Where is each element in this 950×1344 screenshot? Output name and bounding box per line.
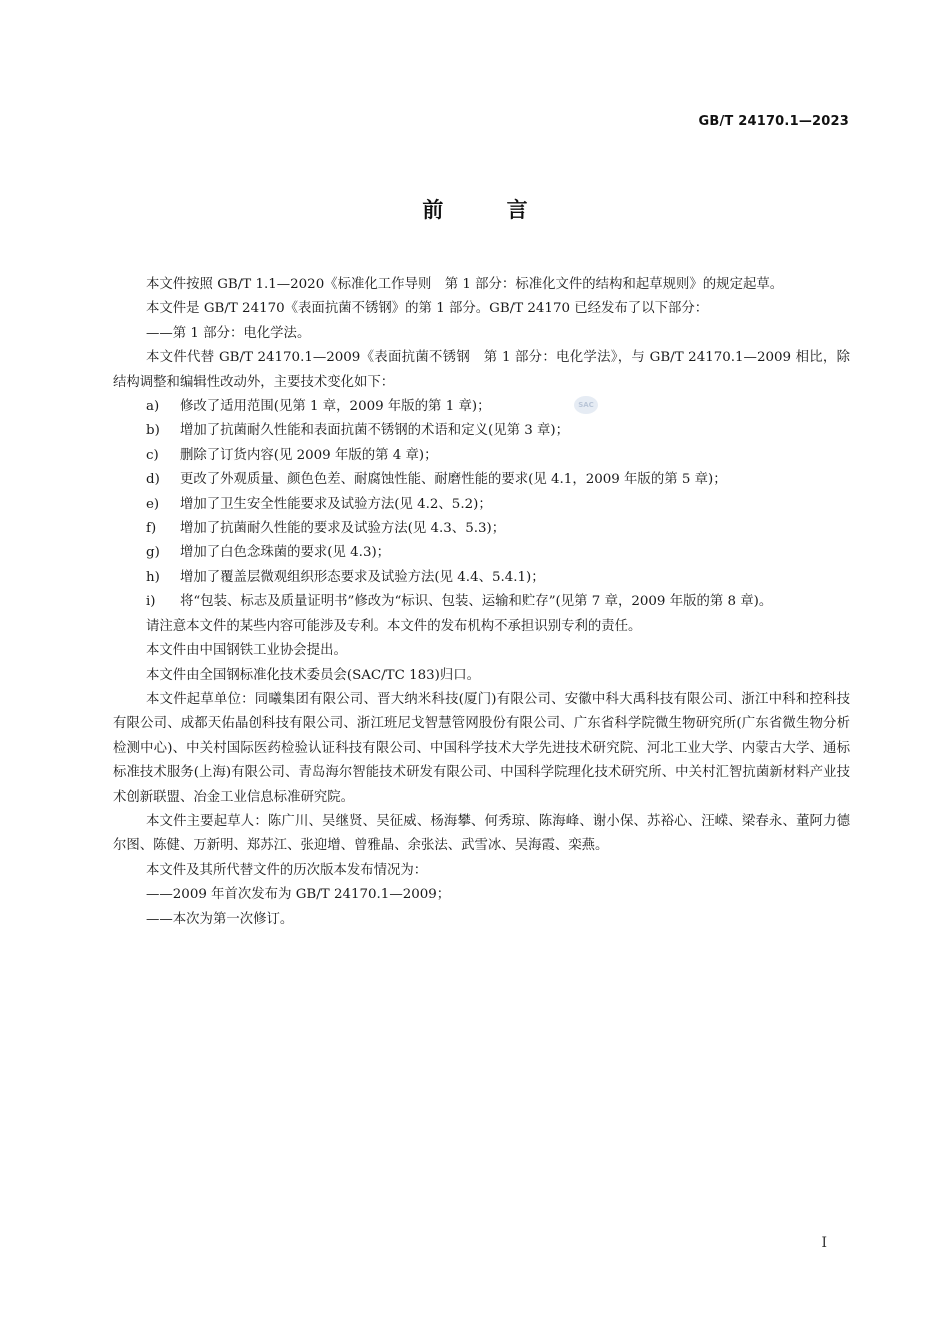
change-text: 删除了订货内容(见 2009 年版的第 4 章)； xyxy=(180,447,438,463)
change-label: a) xyxy=(146,399,160,415)
change-label: h) xyxy=(146,569,160,585)
change-text: 增加了抗菌耐久性能的要求及试验方法(见 4.3、5.3)； xyxy=(180,521,506,537)
change-text: 增加了覆盖层微观组织形态要求及试验方法(见 4.4、5.4.1)； xyxy=(180,569,545,585)
change-item xyxy=(113,566,850,590)
change-item xyxy=(113,541,850,565)
change-item xyxy=(113,493,850,517)
standard-code: GB/T 24170.1—2023 xyxy=(698,114,849,129)
change-text: 增加了白色念珠菌的要求(见 4.3)； xyxy=(180,545,391,561)
change-label: c) xyxy=(146,447,159,463)
change-item xyxy=(113,517,850,541)
sac-watermark-logo: SAC xyxy=(574,396,598,414)
change-label: d) xyxy=(146,472,160,488)
change-label: b) xyxy=(146,423,160,439)
part-list-item: ——第 1 部分：电化学法。 xyxy=(146,325,311,341)
change-label: f) xyxy=(146,521,157,537)
change-item xyxy=(113,590,850,614)
foreword-body xyxy=(113,273,850,932)
paragraph-drafting-rules: 本文件按照 GB/T 1.1—2020《标准化工作导则 第 1 部分：标准化文件的结构和起草规则》的规定起草。 xyxy=(146,277,784,292)
paragraph-replacement: 本文件代替 GB/T 24170.1—2009《表面抗菌不锈钢 第 1 部分：电化学法》，与 GB/T 24170.1—2009 相比，除结构调整和编辑性改动外，主要技术变化如下： xyxy=(113,350,850,390)
page-number: I xyxy=(821,1235,827,1251)
change-text: 更改了外观质量、颜色色差、耐腐蚀性能、耐磨性能的要求(见 4.1，2009 年版的第 5 章)； xyxy=(180,472,727,488)
history-item: ——2009 年首次发布为 GB/T 24170.1—2009； xyxy=(146,887,451,903)
change-item xyxy=(113,468,850,492)
change-item xyxy=(113,395,850,419)
change-label: i) xyxy=(146,594,156,610)
change-label: e) xyxy=(146,496,160,512)
change-text: 增加了抗菌耐久性能和表面抗菌不锈钢的术语和定义(见第 3 章)； xyxy=(180,423,570,439)
paragraph-drafters: 本文件主要起草人：陈广川、吴继贤、吴征威、杨海攀、何秀琼、陈海峰、谢小保、苏裕心、汪嵘、梁春永、董阿力德尔图、陈健、万新明、郑苏江、张迎增、曾雅晶、余张法、武雪冰、吴海霞、栾燕。 xyxy=(113,813,850,854)
change-text: 将“包装、标志及质量证明书”修改为“标识、包装、运输和贮存”(见第 7 章，2009 年版的第 8 章)。 xyxy=(180,594,773,610)
paragraph-version-history: 本文件及其所代替文件的历次版本发布情况为： xyxy=(146,862,428,878)
paragraph-patent-notice: 请注意本文件的某些内容可能涉及专利。本文件的发布机构不承担识别专利的责任。 xyxy=(146,618,642,634)
paragraph-drafting-units: 本文件起草单位：同曦集团有限公司、晋大纳米科技(厦门)有限公司、安徽中科大禹科技有限公司、浙江中科和控科技有限公司、成都天佑晶创科技有限公司、浙江班尼戈智慧管网股份有限公司、广东省科学院微生物研究所(广东省微生物分析检测中心)、中关村国际医药检验认证科技有限公司、中国科学技术大学先进技术研究院、河北工业大学、内蒙古大学、通标标准技术服务(上海)有限公司、青岛海尔智能技术研发有限公司、中国科学院理化技术研究所、中关村汇智抗菌新材料产业技术创新联盟、冶金工业信息标准研究院。 xyxy=(113,691,850,805)
paragraph-proposer: 本文件由中国钢铁工业协会提出。 xyxy=(146,643,347,659)
change-text: 修改了适用范围(见第 1 章，2009 年版的第 1 章)； xyxy=(180,399,491,415)
change-label: g) xyxy=(146,545,160,561)
history-item: ——本次为第一次修订。 xyxy=(146,911,294,927)
page-title: 前 言 xyxy=(422,198,556,222)
change-item xyxy=(113,444,850,468)
paragraph-series-parts: 本文件是 GB/T 24170《表面抗菌不锈钢》的第 1 部分。GB/T 24170 已经发布了以下部分： xyxy=(146,301,709,317)
change-item xyxy=(113,419,850,443)
paragraph-committee: 本文件由全国钢标准化技术委员会(SAC/TC 183)归口。 xyxy=(146,667,481,683)
change-text: 增加了卫生安全性能要求及试验方法(见 4.2、5.2)； xyxy=(180,496,492,512)
